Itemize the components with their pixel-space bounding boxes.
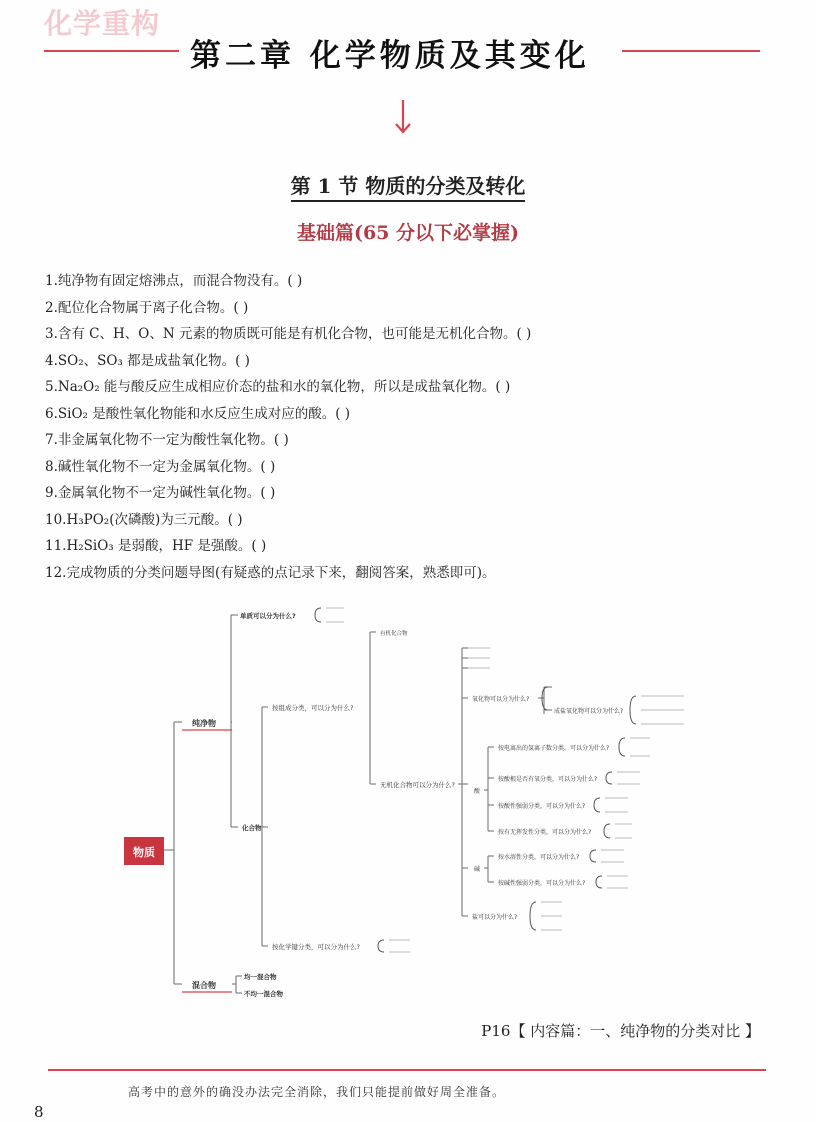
brand-watermark: 化学重构 xyxy=(44,7,161,40)
mindmap-base: 碱 xyxy=(474,866,481,873)
mindmap-organic: 有机化合物 xyxy=(380,631,408,637)
mindmap-acid-4: 按有无挥发性分类，可以分为什么? xyxy=(498,829,592,836)
question-item: 12.完成物质的分类问题导图(有疑惑的点记录下来，翻阅答案，熟悉即可)。 xyxy=(45,564,496,581)
mindmap-pure: 纯净物 xyxy=(192,719,216,728)
section-title: 第 1 节 物质的分类及转化 xyxy=(0,170,816,199)
question-item: 5.Na₂O₂ 能与酸反应生成相应价态的盐和水的氧化物，所以是成盐氧化物。( ) xyxy=(45,379,511,395)
mindmap-base-1: 按水溶性分类，可以分为什么? xyxy=(498,854,580,861)
classification-mindmap xyxy=(0,600,816,1010)
question-item: 3.含有 C、H、O、N 元素的物质既可能是有机化合物，也可能是无机化合物。( ) xyxy=(45,326,532,342)
mindmap-acid: 酸 xyxy=(474,788,481,795)
question-item: 7.非金属氧化物不一定为酸性氧化物。( ) xyxy=(45,432,289,448)
mindmap-salt: 盐可以分为什么? xyxy=(472,914,518,921)
mindmap-elemental: 单质可以分为什么? xyxy=(240,612,296,620)
mindmap-mixture: 混合物 xyxy=(192,981,216,990)
chapter-title: 第二章 化学物质及其变化 xyxy=(190,38,590,74)
mindmap-acid-2: 按酸根是否有氧分类，可以分为什么? xyxy=(498,776,598,783)
level-title: 基础篇(65 分以下必掌握) xyxy=(296,222,520,244)
mindmap-homogeneous: 均一混合物 xyxy=(244,973,277,981)
question-item: 9.金属氧化物不一定为碱性氧化物。( ) xyxy=(45,485,276,501)
mindmap-salt-forming-oxide: 成盐氧化物可以分为什么? xyxy=(554,708,624,715)
question-item: 8.碱性氧化物不一定为金属氧化物。( ) xyxy=(45,458,276,475)
question-item: 2.配位化合物属于离子化合物。( ) xyxy=(45,299,249,316)
content-reference: P16【 内容篇：一、纯净物的分类对比 】 xyxy=(481,1022,760,1040)
footer-rule xyxy=(48,1069,766,1071)
mindmap-by-bond: 按化学键分类，可以分为什么? xyxy=(272,943,360,951)
mindmap-acid-3: 按酸性强弱分类，可以分为什么? xyxy=(498,803,586,810)
question-item: 1.纯净物有固定熔沸点，而混合物没有。( ) xyxy=(45,273,303,289)
mindmap-oxide: 氧化物可以分为什么? xyxy=(472,696,530,703)
question-item: 10.H₃PO₂(次磷酸)为三元酸。( ) xyxy=(45,511,243,528)
mindmap-inorganic: 无机化合物可以分为什么? xyxy=(380,781,455,789)
question-item: 6.SiO₂ 是酸性氧化物能和水反应生成对应的酸。( ) xyxy=(45,405,351,422)
question-list xyxy=(45,268,531,586)
page-number: 8 xyxy=(34,1103,44,1121)
mindmap-base-2: 按碱性强弱分类，可以分为什么? xyxy=(498,880,586,887)
down-arrow-icon xyxy=(393,98,413,136)
footer-note: 高考中的意外的确没办法完全消除，我们只能提前做好周全准备。 xyxy=(128,1085,506,1099)
mindmap-acid-1: 按电离出的氢离子数分类，可以分为什么? xyxy=(498,745,610,752)
mindmap-root: 物质 xyxy=(133,846,155,859)
header-rule-left xyxy=(44,50,179,52)
question-item: 11.H₂SiO₃ 是弱酸，HF 是强酸。( ) xyxy=(45,538,267,554)
mindmap-compound: 化合物 xyxy=(242,824,262,832)
question-item: 4.SO₂、SO₃ 都是成盐氧化物。( ) xyxy=(45,352,250,369)
mindmap-heterogeneous: 不均一混合物 xyxy=(244,990,283,998)
mindmap-by-composition: 按组成分类，可以分为什么? xyxy=(272,704,354,712)
header-rule-right xyxy=(622,50,760,52)
